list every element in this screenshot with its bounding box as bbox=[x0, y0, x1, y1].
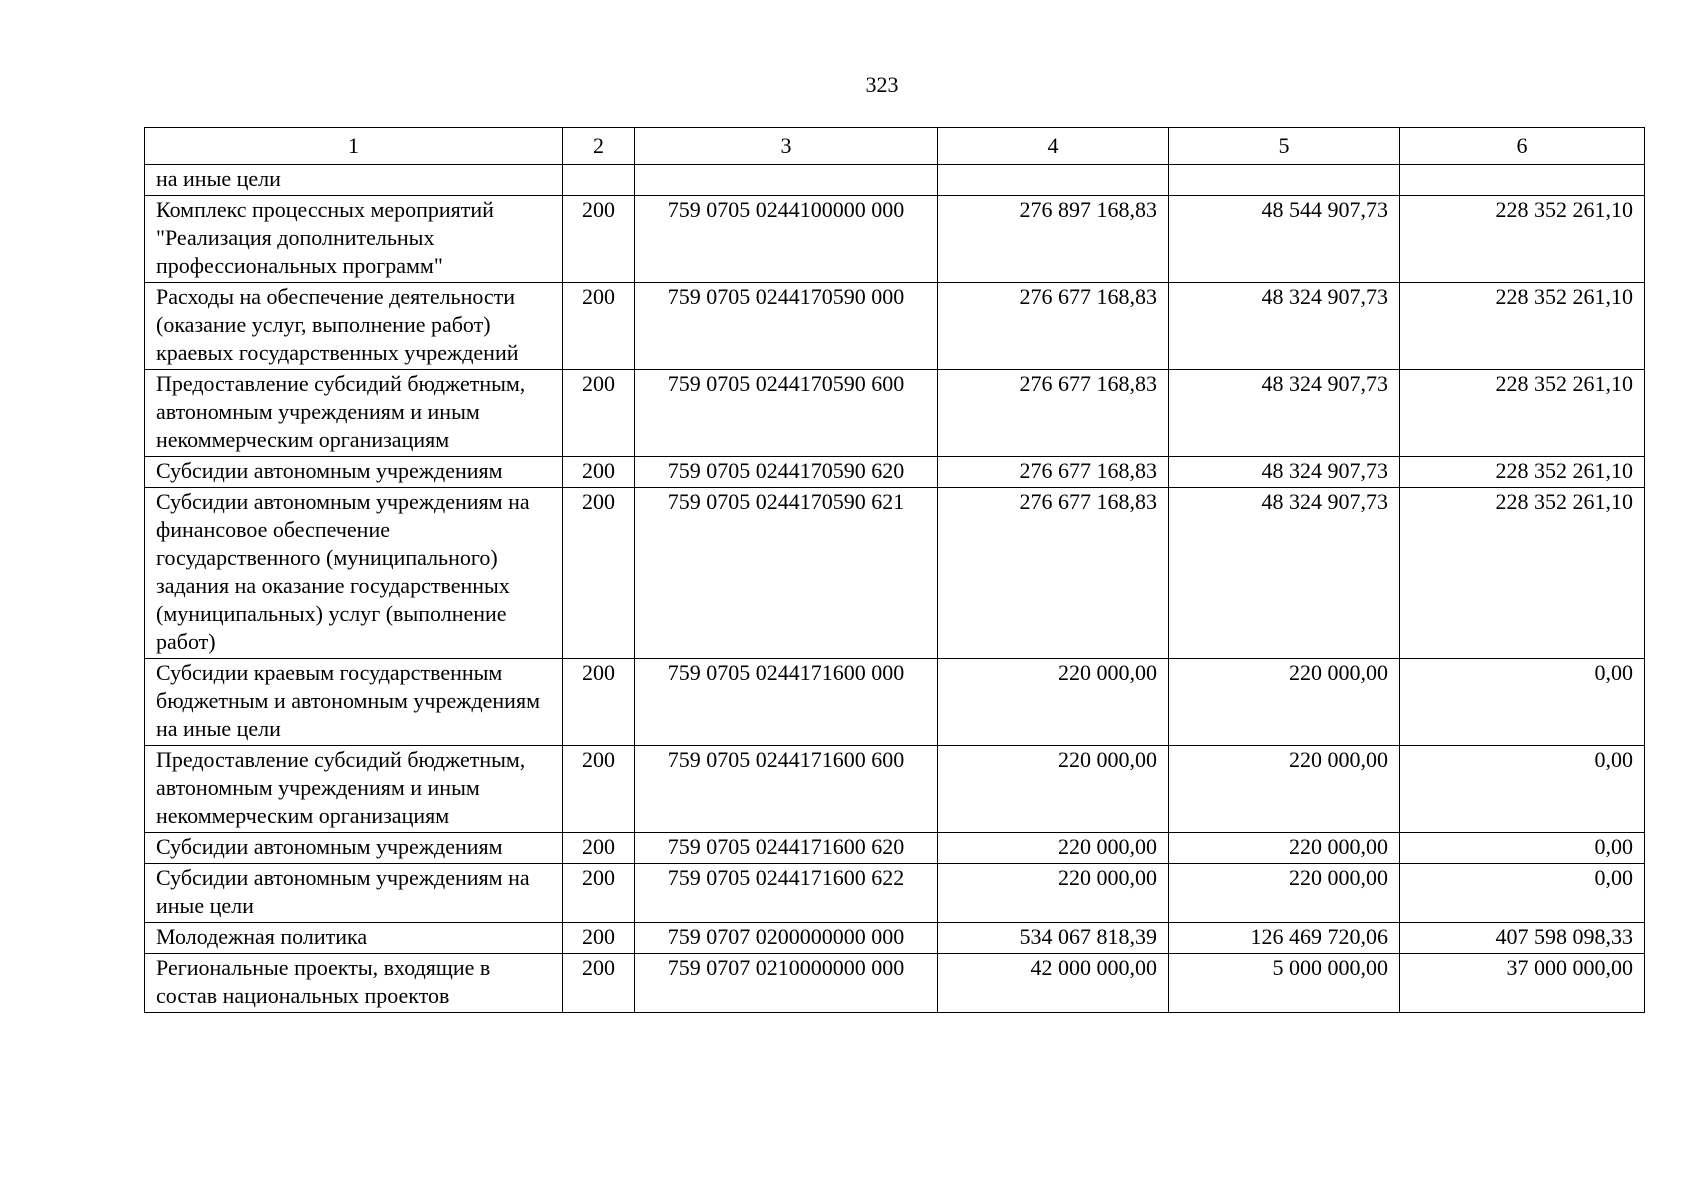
cell-col-5: 126 469 720,06 bbox=[1169, 923, 1400, 954]
cell-col-3: 759 0705 0244171600 600 bbox=[635, 746, 938, 833]
cell-col-6 bbox=[1400, 165, 1645, 196]
cell-name: Субсидии автономным учреждениям bbox=[145, 833, 563, 864]
cell-name: на иные цели bbox=[145, 165, 563, 196]
cell-col-6: 407 598 098,33 bbox=[1400, 923, 1645, 954]
table-row bbox=[145, 196, 1645, 283]
cell-col-6: 0,00 bbox=[1400, 659, 1645, 746]
cell-col-6: 0,00 bbox=[1400, 833, 1645, 864]
cell-col-4: 534 067 818,39 bbox=[938, 923, 1169, 954]
cell-col-3: 759 0707 0210000000 000 bbox=[635, 954, 938, 1013]
cell-col-4: 220 000,00 bbox=[938, 833, 1169, 864]
cell-col-5: 220 000,00 bbox=[1169, 659, 1400, 746]
cell-col-6: 228 352 261,10 bbox=[1400, 283, 1645, 370]
table-row bbox=[145, 488, 1645, 659]
cell-name: Молодежная политика bbox=[145, 923, 563, 954]
table-body bbox=[145, 165, 1645, 1013]
header-col-2: 2 bbox=[563, 128, 635, 165]
cell-col-6: 228 352 261,10 bbox=[1400, 370, 1645, 457]
cell-col-5: 48 324 907,73 bbox=[1169, 457, 1400, 488]
cell-col-6: 228 352 261,10 bbox=[1400, 457, 1645, 488]
cell-name: Комплекс процессных мероприятий "Реализация дополнительных профессиональных программ" bbox=[145, 196, 563, 283]
cell-col-4: 276 677 168,83 bbox=[938, 488, 1169, 659]
cell-col-4: 220 000,00 bbox=[938, 746, 1169, 833]
cell-col-2: 200 bbox=[563, 196, 635, 283]
cell-col-5: 5 000 000,00 bbox=[1169, 954, 1400, 1013]
cell-col-3: 759 0705 0244100000 000 bbox=[635, 196, 938, 283]
header-col-6: 6 bbox=[1400, 128, 1645, 165]
cell-col-3: 759 0705 0244171600 000 bbox=[635, 659, 938, 746]
cell-col-2: 200 bbox=[563, 659, 635, 746]
cell-col-5: 220 000,00 bbox=[1169, 864, 1400, 923]
table-row bbox=[145, 954, 1645, 1013]
header-col-3: 3 bbox=[635, 128, 938, 165]
cell-col-4: 276 677 168,83 bbox=[938, 457, 1169, 488]
cell-col-2: 200 bbox=[563, 954, 635, 1013]
cell-col-3: 759 0707 0200000000 000 bbox=[635, 923, 938, 954]
table-row bbox=[145, 746, 1645, 833]
cell-name: Субсидии краевым государственным бюджетным и автономным учреждениям на иные цели bbox=[145, 659, 563, 746]
header-col-5: 5 bbox=[1169, 128, 1400, 165]
cell-col-4: 220 000,00 bbox=[938, 864, 1169, 923]
cell-name: Субсидии автономным учреждениям на иные цели bbox=[145, 864, 563, 923]
cell-col-3: 759 0705 0244170590 621 bbox=[635, 488, 938, 659]
cell-col-2: 200 bbox=[563, 746, 635, 833]
cell-col-2: 200 bbox=[563, 833, 635, 864]
cell-col-6: 0,00 bbox=[1400, 864, 1645, 923]
cell-col-3: 759 0705 0244170590 600 bbox=[635, 370, 938, 457]
cell-col-5: 48 324 907,73 bbox=[1169, 283, 1400, 370]
cell-col-2: 200 bbox=[563, 488, 635, 659]
cell-name: Субсидии автономным учреждениям bbox=[145, 457, 563, 488]
cell-col-6: 0,00 bbox=[1400, 746, 1645, 833]
table-row bbox=[145, 283, 1645, 370]
cell-name: Субсидии автономным учреждениям на финансовое обеспечение государственного (муниципального) задания на оказание государственных (муниципальных) услуг (выполнение работ) bbox=[145, 488, 563, 659]
table-row bbox=[145, 864, 1645, 923]
cell-name: Расходы на обеспечение деятельности (оказание услуг, выполнение работ) краевых государственных учреждений bbox=[145, 283, 563, 370]
table-row bbox=[145, 165, 1645, 196]
header-col-1: 1 bbox=[145, 128, 563, 165]
cell-col-5: 48 324 907,73 bbox=[1169, 370, 1400, 457]
cell-col-2 bbox=[563, 165, 635, 196]
cell-name: Предоставление субсидий бюджетным, автономным учреждениям и иным некоммерческим организациям bbox=[145, 370, 563, 457]
budget-table bbox=[144, 127, 1645, 1013]
table-row bbox=[145, 923, 1645, 954]
cell-col-2: 200 bbox=[563, 923, 635, 954]
cell-name: Предоставление субсидий бюджетным, автономным учреждениям и иным некоммерческим организациям bbox=[145, 746, 563, 833]
cell-col-6: 228 352 261,10 bbox=[1400, 488, 1645, 659]
cell-col-2: 200 bbox=[563, 370, 635, 457]
table-header-row bbox=[145, 128, 1645, 165]
table-row bbox=[145, 659, 1645, 746]
cell-col-5: 220 000,00 bbox=[1169, 833, 1400, 864]
cell-name: Региональные проекты, входящие в состав национальных проектов bbox=[145, 954, 563, 1013]
cell-col-5: 220 000,00 bbox=[1169, 746, 1400, 833]
cell-col-3: 759 0705 0244170590 000 bbox=[635, 283, 938, 370]
cell-col-4: 276 677 168,83 bbox=[938, 283, 1169, 370]
cell-col-4 bbox=[938, 165, 1169, 196]
table-row bbox=[145, 457, 1645, 488]
cell-col-3: 759 0705 0244171600 620 bbox=[635, 833, 938, 864]
cell-col-3: 759 0705 0244170590 620 bbox=[635, 457, 938, 488]
cell-col-3: 759 0705 0244171600 622 bbox=[635, 864, 938, 923]
table-row bbox=[145, 370, 1645, 457]
cell-col-2: 200 bbox=[563, 283, 635, 370]
cell-col-3 bbox=[635, 165, 938, 196]
cell-col-5: 48 324 907,73 bbox=[1169, 488, 1400, 659]
cell-col-6: 37 000 000,00 bbox=[1400, 954, 1645, 1013]
header-col-4: 4 bbox=[938, 128, 1169, 165]
cell-col-4: 42 000 000,00 bbox=[938, 954, 1169, 1013]
cell-col-2: 200 bbox=[563, 864, 635, 923]
cell-col-4: 276 897 168,83 bbox=[938, 196, 1169, 283]
cell-col-2: 200 bbox=[563, 457, 635, 488]
table-row bbox=[145, 833, 1645, 864]
cell-col-5 bbox=[1169, 165, 1400, 196]
cell-col-4: 276 677 168,83 bbox=[938, 370, 1169, 457]
page-number: 323 bbox=[865, 72, 899, 97]
cell-col-5: 48 544 907,73 bbox=[1169, 196, 1400, 283]
cell-col-4: 220 000,00 bbox=[938, 659, 1169, 746]
cell-col-6: 228 352 261,10 bbox=[1400, 196, 1645, 283]
